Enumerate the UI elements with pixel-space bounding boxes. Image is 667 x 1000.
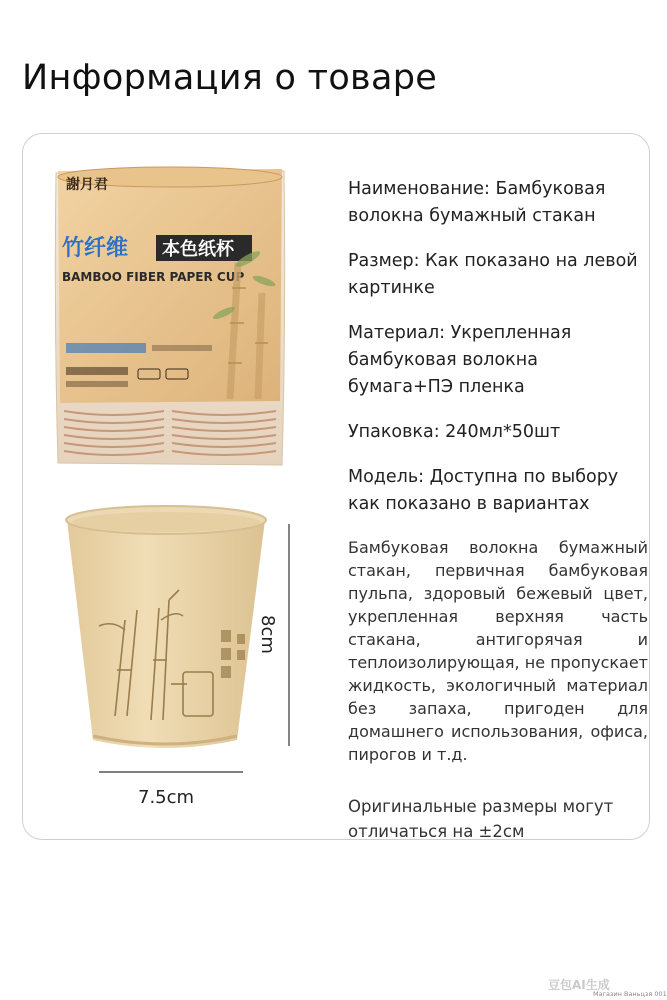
cup-width-label: 7.5cm — [138, 787, 195, 808]
package-english-title: BAMBOO FIBER PAPER CUP — [62, 270, 245, 284]
brand-text: 謝月君 — [66, 177, 108, 193]
product-size: Размер: Как показано на левой картинке — [348, 251, 638, 298]
product-size-note: Оригинальные размеры могут отличаться на ±2см — [348, 797, 614, 841]
footer-caption: Магазин Ваньцзя 001 — [593, 990, 667, 998]
product-package: Упаковка: 240мл*50шт — [348, 422, 561, 442]
package-chinese-title: 竹纤维 — [62, 236, 129, 261]
product-material: Материал: Укрепленная бамбуковая волокна бумага+ПЭ пленка — [348, 323, 572, 397]
package-chinese-badge: 本色纸杯 — [162, 239, 234, 260]
cup-height-label: 8cm — [257, 615, 278, 654]
watermark: 豆包AI生成 — [548, 978, 610, 992]
product-description: Бамбуковая волокна бумажный стакан, первичная бамбуковая пульпа, здоровый бежевый цвет, укрепленная верхняя часть стакана, антигорячая и теплоизолирующая, не пропускает жидкость, экологичный материал без запаха, пригоден для домашнего использования, офиса, пирогов и т.д. — [348, 538, 648, 764]
cup-package-image — [52, 163, 288, 475]
product-model: Модель: Доступна по выбору как показано в вариантах — [348, 467, 619, 514]
product-specs — [348, 176, 648, 862]
cup-image — [55, 500, 305, 820]
page-title: Информация о товаре — [22, 58, 438, 98]
product-name: Наименование: Бамбуковая волокна бумажный стакан — [348, 179, 606, 226]
